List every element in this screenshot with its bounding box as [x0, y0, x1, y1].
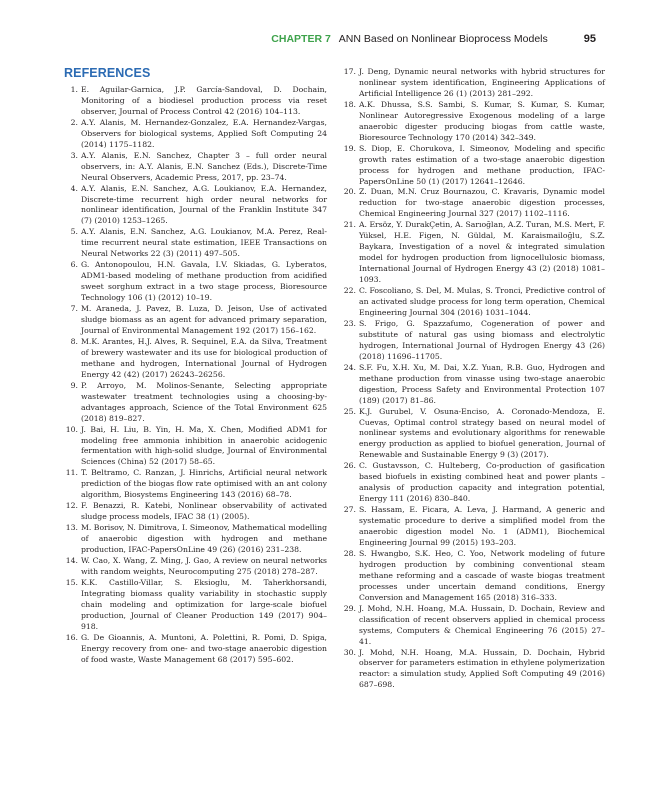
reference-text: M. Borisov, N. Dimitrova, I. Simeonov, Mathematical modelling of anaerobic digestion with hydrogen and methane production, IFAC-PapersOnLine 49 (26) (2016) 231–238. [81, 523, 327, 555]
reference-text: J. Bai, H. Liu, B. Yin, H. Ma, X. Chen, Modified ADM1 for modeling free ammonia inhibition in anaerobic acidogenic fermentation with high-solid sludge, Journal of Environmental Sciences (China) 52 (2017) 58–65. [81, 424, 327, 467]
reference-text: A. Ersöz, Y. DurakÇetin, A. Sarıoğlan, A.Z. Turan, M.S. Mert, F. Yüksel, H.E. Figen, N. Güldal, M. Karaismailoğlu, S.Z. Baykara, Investigation of a novel & integrated simulation model for hydrogen production from lignocellulosic biomass, International Journal of Hydrogen Energy 43 (2) (2018) 1081–1093. [359, 220, 606, 285]
reference-number: 20. [343, 187, 356, 197]
reference-item [64, 85, 327, 118]
reference-number: 8. [70, 336, 78, 346]
reference-number: 10. [65, 424, 78, 434]
reference-number: 19. [343, 143, 356, 153]
reference-number: 12. [65, 501, 78, 511]
running-head [60, 33, 596, 47]
reference-text: F. Benazzi, R. Katebi, Nonlinear observability of activated sludge process models, IFAC 38 (1) (2005). [81, 501, 327, 522]
reference-item [341, 187, 605, 220]
reference-text: E. Aguilar-Garnica, J.P. García-Sandoval, D. Dochain, Monitoring of a biodiesel production process via reset observer, Journal of Process Control 42 (2016) 104–113. [81, 85, 327, 116]
reference-item [64, 468, 327, 501]
reference-number: 24. [343, 362, 356, 372]
reference-item [341, 604, 605, 648]
reference-item [64, 425, 327, 469]
reference-number: 1. [70, 85, 78, 94]
reference-number: 3. [70, 150, 78, 160]
reference-item [64, 523, 327, 556]
reference-text: S. Diop, E. Chorukova, I. Simeonov, Modeling and specific growth rates estimation of a two-stage anaerobic digestion process for hydrogen and methane production, IFAC-PapersOnLine 50 (1) (2017) 12641–12646. [359, 143, 605, 186]
reference-number: 9. [70, 380, 78, 390]
reference-text: T. Beltramo, C. Ranzan, J. Hinrichs, Artificial neural network prediction of the biogas flow rate optimised with an ant colony algorithm, Biosystems Engineering 143 (2016) 68–78. [81, 468, 327, 500]
reference-number: 26. [343, 461, 356, 471]
reference-item [64, 337, 327, 381]
reference-text: C. Gustavsson, C. Hulteberg, Co-production of gasification based biofuels in existing combined heat and power plants – analysis of production capacity and integration potential, Energy 111 (2016) 830–840. [359, 461, 605, 504]
reference-item [64, 184, 327, 228]
reference-item [341, 363, 605, 407]
reference-text: C. Foscoliano, S. Del, M. Mulas, S. Tronci, Predictive control of an activated sludge process for long term operation, Chemical Engineering Journal 304 (2016) 1031–1044. [359, 286, 605, 317]
reference-number: 18. [343, 99, 356, 109]
reference-item [64, 227, 327, 260]
reference-item [64, 304, 327, 337]
reference-item [341, 144, 605, 188]
reference-item [64, 260, 327, 304]
reference-item [341, 505, 605, 549]
reference-item [341, 100, 605, 144]
reference-text: G. De Gioannis, A. Muntoni, A. Polettini, R. Pomi, D. Spiga, Energy recovery from one- and two-stage anaerobic digestion of food waste, Waste Management 68 (2017) 595–602. [81, 632, 327, 664]
reference-item [64, 578, 327, 633]
reference-text: K.K. Castillo-Villar, S. Eksioglu, M. Taherkhorsandi, Integrating biomass quality variability in stochastic supply chain modeling and optimization for large-scale biofuel production, Journal of Cleaner Production 149 (2017) 904–918. [81, 577, 327, 631]
reference-text: S. Hassam, E. Ficara, A. Leva, J. Harmand, A generic and systematic procedure to derive a simplified model from the anaerobic digestion model No. 1 (ADM1), Biochemical Engineering Journal 99 (2015) 193–203. [359, 505, 605, 547]
chapter-label: CHAPTER 7 [271, 33, 331, 45]
reference-text: A.Y. Alanis, M. Hernandez-Gonzalez, E.A. Hernandez-Vargas, Observers for biological systems, Applied Soft Computing 24 (2014) 1175–1182. [81, 117, 327, 149]
reference-item [64, 501, 327, 523]
reference-item [64, 633, 327, 666]
reference-item [64, 151, 327, 184]
reference-item [341, 407, 605, 462]
reference-item [341, 319, 605, 363]
reference-number: 11. [65, 468, 78, 478]
reference-text: M.K. Arantes, H.J. Alves, R. Sequinel, E.A. da Silva, Treatment of brewery wastewater and its use for biological production of methane and hydrogen, International Journal of Hydrogen Energy 42 (42) (2017) 26243–26256. [81, 336, 327, 379]
reference-text: A.Y. Alanis, E.N. Sanchez, Chapter 3 – full order neural observers, in: A.Y. Alanis, E.N. Sanchez (Eds.), Discrete-Time Neural Observers, Academic Press, 2017, pp. 23–74. [81, 150, 327, 182]
reference-number: 22. [343, 286, 356, 296]
reference-number: 5. [70, 227, 78, 237]
reference-text: W. Cao, X. Wang, Z. Ming, J. Gao, A review on neural networks with random weights, Neurocomputing 275 (2018) 278–287. [81, 555, 327, 576]
reference-text: Z. Duan, M.N. Cruz Bournazou, C. Kravaris, Dynamic model reduction for two-stage anaerobic digestion processes, Chemical Engineering Journal 327 (2017) 1102–1116. [359, 187, 605, 219]
reference-number: 15. [65, 577, 78, 587]
reference-number: 13. [65, 523, 78, 533]
reference-text: S. Frigo, G. Spazzafumo, Cogeneration of power and substitute of natural gas using biomass and electrolytic hydrogen, International Journal of Hydrogen Energy 43 (26) (2018) 11696–11705. [359, 318, 605, 361]
reference-item [64, 556, 327, 578]
reference-number: 4. [70, 183, 78, 193]
reference-text: S. Hwangbo, S.K. Heo, C. Yoo, Network modeling of future hydrogen production by combining conventional steam methane reforming and a cascade of waste biogas treatment processes under uncertain demand conditions, Energy Conversion and Management 165 (2018) 316–333. [359, 548, 605, 602]
page-number: 95 [583, 33, 596, 45]
reference-text: J. Mohd, N.H. Hoang, M.A. Hussain, D. Dochain, Hybrid observer for parameters estimation in ethylene polymerization reactor: a simulation study, Applied Soft Computing 49 (2016) 687–698. [359, 647, 605, 690]
reference-number: 23. [343, 318, 356, 328]
reference-item [64, 381, 327, 425]
right-column [341, 67, 605, 691]
reference-item [341, 549, 605, 604]
reference-number: 14. [65, 555, 78, 565]
reference-item [341, 461, 605, 505]
reference-item [341, 220, 605, 286]
reference-number: 2. [70, 117, 78, 127]
reference-number: 6. [70, 260, 78, 270]
reference-item [341, 67, 605, 100]
reference-text: J. Mohd, N.H. Hoang, M.A. Hussain, D. Dochain, Review and classification of recent observers applied in chemical process systems, Computers & Chemical Engineering 76 (2015) 27–41. [359, 603, 605, 646]
reference-number: 16. [65, 632, 78, 642]
reference-number: 30. [343, 647, 356, 657]
reference-number: 28. [343, 548, 356, 558]
reference-number: 25. [343, 406, 356, 416]
reference-item [341, 286, 605, 319]
reference-number: 29. [343, 603, 356, 613]
reference-list-right [341, 67, 605, 691]
reference-text: A.Y. Alanis, E.N. Sanchez, A.G. Loukianov, E.A. Hernandez, Discrete-time recurrent high order neural networks for nonlinear identification, Journal of the Franklin Institute 347 (7) (2010) 1253–1265. [81, 183, 327, 226]
reference-text: A.Y. Alanis, E.N. Sanchez, A.G. Loukianov, M.A. Perez, Real-time recurrent neural state estimation, IEEE Transactions on Neural Networks 22 (3) (2011) 497–505. [81, 227, 327, 259]
reference-text: P. Arroyo, M. Molinos-Senante, Selecting appropriate wastewater treatment technologies using a choosing-by-advantages approach, Science of the Total Environment 625 (2018) 819–827. [81, 380, 327, 423]
reference-text: K.J. Gurubel, V. Osuna-Enciso, A. Coronado-Mendoza, E. Cuevas, Optimal control strategy based on neural model of nonlinear systems and evolutionary algorithms for renewable energy production as applied to biofuel generation, Journal of Renewable and Sustainable Energy 9 (3) (2017). [359, 406, 605, 460]
reference-list-left [64, 85, 327, 666]
reference-text: A.K. Dhussa, S.S. Sambi, S. Kumar, S. Kumar, S. Kumar, Nonlinear Autoregressive Exogenous modeling of a large anaerobic digester producing biogas from cattle waste, Bioresource Technology 170 (2014) 342–349. [359, 99, 605, 142]
reference-number: 7. [70, 304, 78, 314]
reference-number: 27. [343, 505, 356, 515]
reference-item [64, 118, 327, 151]
reference-number: 17. [343, 67, 356, 76]
reference-text: J. Deng, Dynamic neural networks with hybrid structures for nonlinear system identification, Engineering Applications of Artificial Intelligence 26 (1) (2013) 281–292. [359, 67, 605, 98]
references-heading: REFERENCES [64, 66, 151, 80]
reference-text: S.F. Fu, X.H. Xu, M. Dai, X.Z. Yuan, R.B. Guo, Hydrogen and methane production from vinasse using two-stage anaerobic digestion, Process Safety and Environmental Protection 107 (189) (2017) 81–86. [359, 362, 605, 405]
chapter-title: ANN Based on Nonlinear Bioprocess Models [338, 33, 548, 45]
reference-item [341, 648, 605, 692]
reference-number: 21. [343, 220, 356, 230]
reference-text: G. Antonopoulou, H.N. Gavala, I.V. Skiadas, G. Lyberatos, ADM1-based modeling of methane production from acidified sweet sorghum extract in a two stage process, Bioresource Technology 106 (1) (2012) 10–19. [81, 260, 327, 303]
reference-text: M. Araneda, J. Pavez, B. Luza, D. Jeison, Use of activated sludge biomass as an agent for advanced primary separation, Journal of Environmental Management 192 (2017) 156–162. [81, 304, 327, 335]
left-column [64, 66, 327, 666]
